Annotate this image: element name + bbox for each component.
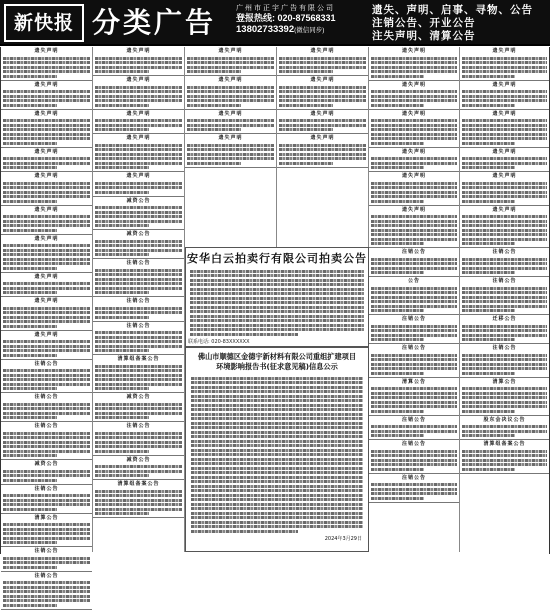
notice-heading: 遗失声明 xyxy=(34,173,59,179)
auction-contact: 联系电话: 020-83XXXXXX xyxy=(188,338,250,345)
notice-heading: 注销公告 xyxy=(401,474,426,481)
notice-heading: 注销公告 xyxy=(492,249,517,255)
notice-block xyxy=(369,206,459,249)
notice-heading: 减资公告 xyxy=(126,197,151,204)
notice-block xyxy=(1,81,92,110)
notice-heading: 注销公告 xyxy=(401,345,426,351)
notice-block xyxy=(185,110,276,135)
notice-heading: 公告 xyxy=(407,278,420,284)
notice-heading: 遗失声明 xyxy=(126,173,151,179)
notice-block xyxy=(93,422,184,456)
notice-heading: 遗失声明 xyxy=(126,77,151,83)
notice-block xyxy=(1,393,92,422)
notice-block xyxy=(1,485,92,514)
notice-block xyxy=(1,297,92,331)
notice-heading: 遗失声明 xyxy=(126,110,151,117)
category-line: 注销公告、开业公告 xyxy=(372,17,476,29)
notice-heading: 遗失声明 xyxy=(310,135,335,141)
notice-block xyxy=(93,76,184,110)
notice-block xyxy=(93,47,184,76)
notice-block xyxy=(369,172,459,206)
notice-heading: 遗失声明 xyxy=(34,48,59,54)
notice-block xyxy=(369,344,459,378)
eia-title: 佛山市顺德区金德宇新材料有限公司重组扩建项目 xyxy=(197,352,357,361)
notice-heading: 遗失声明 xyxy=(492,48,517,54)
notice-block xyxy=(1,460,92,485)
notice-block xyxy=(460,248,549,277)
hotline: 登报热线: 020-87568331 xyxy=(236,13,336,23)
notice-heading: 遗失声明 xyxy=(34,273,59,280)
notice-block xyxy=(1,360,92,394)
notice-heading: 清算组备案公告 xyxy=(117,481,160,487)
notice-block xyxy=(93,480,184,518)
column-6 xyxy=(460,47,549,552)
notice-block xyxy=(93,297,184,322)
eia-notice xyxy=(185,347,369,552)
notice-block xyxy=(93,172,184,197)
eia-subtitle: 环境影响报告书(征求意见稿)信息公示 xyxy=(216,362,338,371)
notice-heading: 遗失声明 xyxy=(401,148,426,155)
notice-heading: 减资公告 xyxy=(126,394,151,400)
notice-block xyxy=(460,172,549,206)
notice-heading: 注销公告 xyxy=(126,423,151,429)
notice-block xyxy=(460,277,549,315)
notice-heading: 遗失声明 xyxy=(401,110,426,117)
notice-block xyxy=(1,572,92,610)
notice-heading: 注销公告 xyxy=(126,260,151,266)
notice-heading: 遗失声明 xyxy=(492,148,517,155)
notice-block xyxy=(369,248,459,277)
notice-heading: 注销公告 xyxy=(492,345,517,351)
column-5 xyxy=(369,47,460,552)
notice-block xyxy=(1,331,92,360)
notice-heading: 注销公告 xyxy=(401,316,426,322)
notice-heading: 遗失声明 xyxy=(34,110,59,117)
notice-block xyxy=(1,547,92,572)
notice-block xyxy=(1,206,92,235)
category-list xyxy=(372,4,548,43)
notice-heading: 迁移公告 xyxy=(492,316,517,322)
notice-heading: 遗失声明 xyxy=(401,173,426,179)
masthead xyxy=(0,0,550,46)
notice-block xyxy=(369,378,459,416)
notice-heading: 注销公告 xyxy=(492,278,517,284)
notice-block xyxy=(1,422,92,460)
classified-page xyxy=(0,47,550,579)
eia-date: 2024年3月29日 xyxy=(324,535,362,542)
notice-block xyxy=(369,81,459,110)
notice-block xyxy=(93,259,184,297)
notice-heading: 清算公告 xyxy=(401,378,426,385)
notice-heading: 遗失声明 xyxy=(492,206,517,213)
notice-block xyxy=(277,134,368,168)
notice-heading: 减资公告 xyxy=(126,456,151,463)
notice-block xyxy=(460,81,549,110)
notice-heading: 清算组备案公告 xyxy=(117,356,160,362)
notice-heading: 遗失声明 xyxy=(310,48,335,54)
notice-heading: 遗失声明 xyxy=(218,135,243,141)
notice-block xyxy=(277,47,368,76)
mobile-note: (微信同步) xyxy=(294,27,325,34)
notice-heading: 遗失声明 xyxy=(34,206,59,213)
notice-block xyxy=(460,416,549,441)
notice-block xyxy=(1,47,92,81)
notice-heading: 遗失声明 xyxy=(126,135,151,141)
notice-block xyxy=(460,315,549,344)
notice-heading: 注销公告 xyxy=(126,298,151,304)
notice-block xyxy=(460,344,549,378)
notice-heading: 注销公告 xyxy=(401,441,426,447)
notice-block xyxy=(369,416,459,441)
notice-heading: 遗失声明 xyxy=(34,235,59,242)
newspaper-logo: 新快报 xyxy=(4,4,84,42)
notice-heading: 遗失声明 xyxy=(492,173,517,179)
notice-block xyxy=(93,456,184,481)
notice-block xyxy=(1,514,92,548)
column-1 xyxy=(1,47,93,579)
notice-heading: 注销公告 xyxy=(34,572,59,579)
notice-heading: 减资公告 xyxy=(126,231,151,237)
notice-heading: 注销公告 xyxy=(401,416,426,423)
notice-block xyxy=(460,110,549,148)
notice-block xyxy=(1,273,92,298)
notice-block xyxy=(93,197,184,231)
agency-name: 广州市正宇广告有限公司 xyxy=(236,5,335,12)
notice-block xyxy=(460,47,549,81)
notice-block xyxy=(185,134,276,168)
notice-block xyxy=(93,393,184,422)
notice-block xyxy=(93,230,184,259)
notice-block xyxy=(460,378,549,416)
notice-block xyxy=(1,172,92,206)
notice-heading: 遗失声明 xyxy=(401,206,426,213)
notice-heading: 遗失声明 xyxy=(401,48,426,54)
notice-block xyxy=(369,277,459,315)
auction-title: 安华白云拍卖行有限公司拍卖公告 xyxy=(187,252,367,265)
column-2 xyxy=(93,47,185,552)
notice-block xyxy=(1,110,92,148)
notice-heading: 注销公告 xyxy=(34,548,59,554)
agency-info xyxy=(236,4,362,37)
notice-heading: 减资公告 xyxy=(34,461,59,467)
notice-block xyxy=(460,440,549,474)
notice-block xyxy=(93,355,184,393)
notice-heading: 遗失声明 xyxy=(401,81,426,88)
notice-heading: 清算公告 xyxy=(492,378,517,385)
notice-heading: 遗失声明 xyxy=(218,110,243,117)
mobile-line xyxy=(236,24,362,37)
notice-heading: 遗失声明 xyxy=(34,81,59,88)
notice-block xyxy=(1,148,92,173)
notice-heading: 遗失声明 xyxy=(218,48,243,54)
notice-heading: 遗失声明 xyxy=(34,298,59,304)
notice-block xyxy=(369,148,459,173)
notice-heading: 注销公告 xyxy=(401,249,426,255)
notice-block xyxy=(93,134,184,172)
category-line: 注失声明、清算公告 xyxy=(372,30,476,42)
notice-block xyxy=(277,110,368,135)
notice-heading: 遗失声明 xyxy=(310,77,335,83)
notice-block xyxy=(1,235,92,273)
notice-block xyxy=(93,322,184,356)
notice-block xyxy=(460,148,549,173)
notice-heading: 注销公告 xyxy=(126,322,151,329)
notice-heading: 遗失声明 xyxy=(492,110,517,117)
notice-heading: 遗失声明 xyxy=(126,48,151,54)
notice-block xyxy=(185,76,276,110)
auction-notice xyxy=(185,247,369,347)
notice-heading: 遗失声明 xyxy=(34,148,59,155)
notice-block xyxy=(277,76,368,110)
notice-heading: 遗失声明 xyxy=(218,77,243,83)
notice-heading: 遗失声明 xyxy=(310,110,335,117)
mobile-number: 13802733392 xyxy=(236,24,295,35)
notice-block xyxy=(369,110,459,148)
notice-block xyxy=(93,110,184,135)
notice-heading: 遗失声明 xyxy=(34,331,59,338)
notice-heading: 清算组备案公告 xyxy=(483,441,526,447)
notice-block xyxy=(369,315,459,344)
notice-block xyxy=(369,47,459,81)
notice-heading: 注销公告 xyxy=(34,360,59,367)
notice-block xyxy=(185,47,276,76)
notice-heading: 股东会决议公告 xyxy=(483,416,526,423)
section-title: 分类广告 xyxy=(92,6,217,39)
category-line: 遗失、声明、启事、寻物、公告 xyxy=(372,4,533,16)
notice-heading: 注销公告 xyxy=(34,485,59,492)
notice-heading: 注销公告 xyxy=(34,394,59,400)
notice-heading: 注销公告 xyxy=(34,423,59,429)
notice-block xyxy=(369,474,459,503)
notice-heading: 清算公告 xyxy=(34,514,59,521)
notice-block xyxy=(460,206,549,249)
notice-block xyxy=(369,440,459,474)
notice-heading: 遗失声明 xyxy=(492,81,517,88)
